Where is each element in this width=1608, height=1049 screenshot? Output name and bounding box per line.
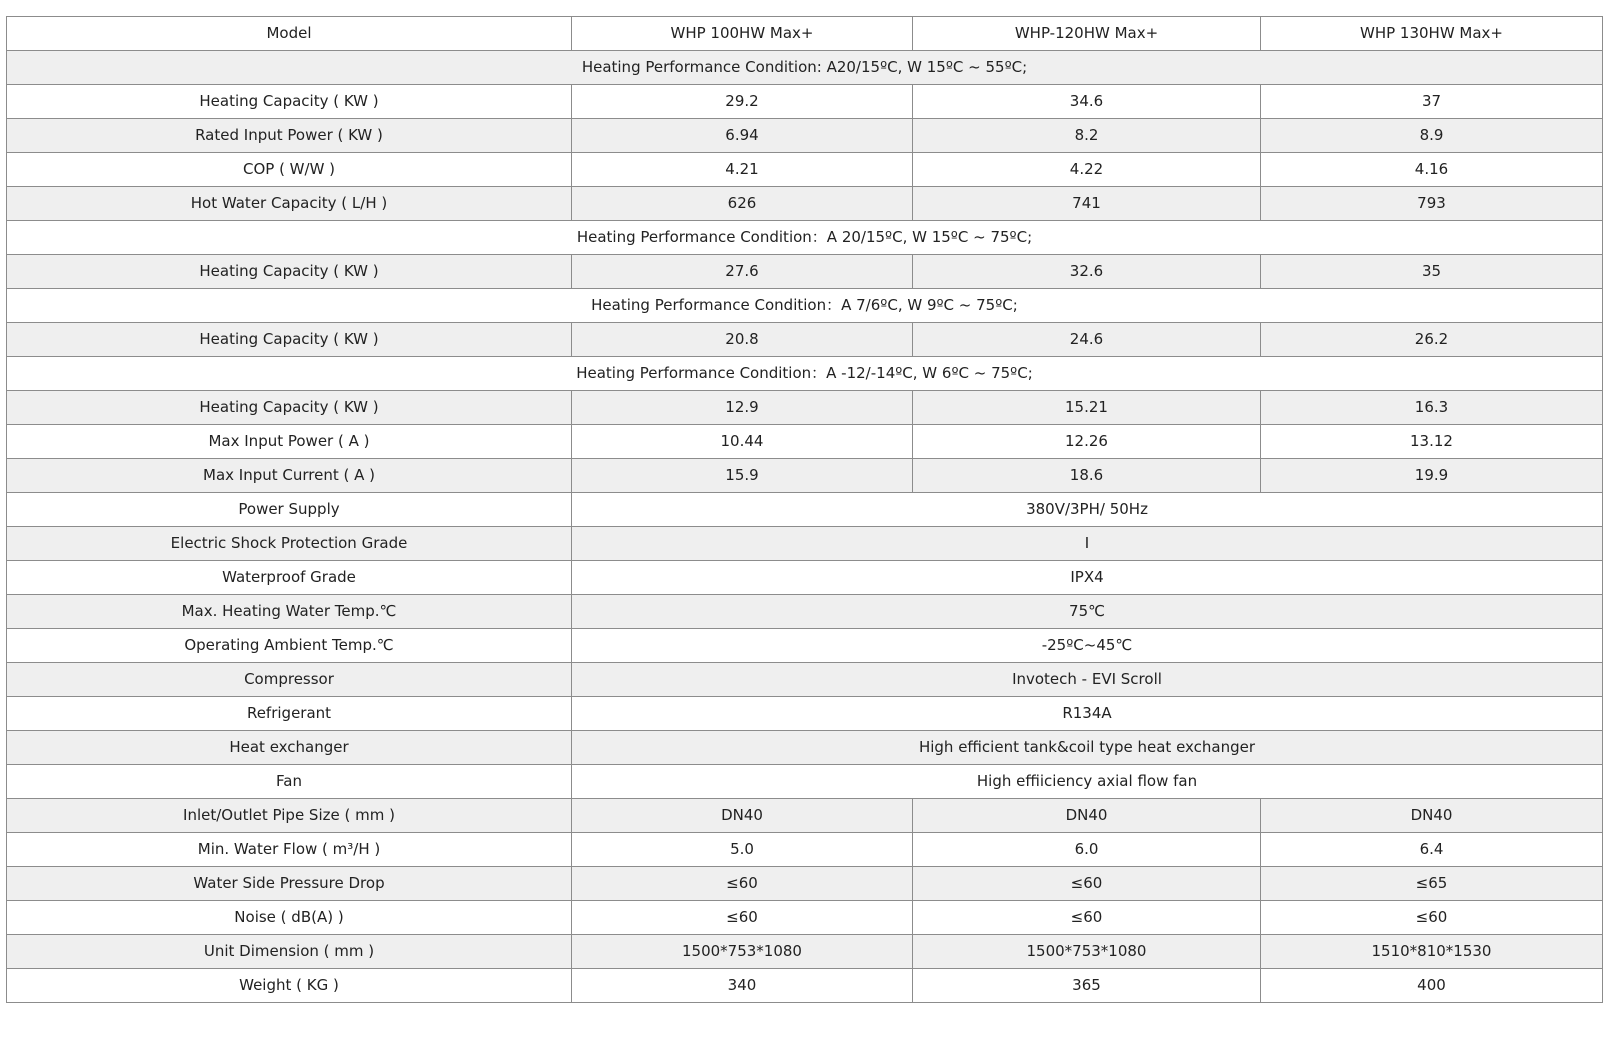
spec-value-cell: 27.6: [572, 255, 913, 289]
spec-value-cell: 10.44: [572, 425, 913, 459]
spec-label-cell: Weight ( KG ): [7, 969, 572, 1003]
spec-row: [7, 935, 1603, 969]
spec-label-cell: Operating Ambient Temp.℃: [7, 629, 572, 663]
spec-shared-value-cell: 380V/3PH/ 50Hz: [572, 493, 1603, 527]
section-row: [7, 357, 1603, 391]
spec-value-cell: 24.6: [913, 323, 1261, 357]
spec-row: [7, 527, 1603, 561]
spec-value-cell: DN40: [572, 799, 913, 833]
spec-value-cell: ≤60: [913, 867, 1261, 901]
spec-value-cell: DN40: [1261, 799, 1603, 833]
spec-shared-value-cell: High efficient tank&coil type heat exchanger: [572, 731, 1603, 765]
spec-value-cell: 4.21: [572, 153, 913, 187]
spec-value-cell: 5.0: [572, 833, 913, 867]
header-row: [7, 17, 1603, 51]
spec-value-cell: 8.9: [1261, 119, 1603, 153]
spec-label-cell: Water Side Pressure Drop: [7, 867, 572, 901]
spec-label-cell: Max. Heating Water Temp.℃: [7, 595, 572, 629]
spec-shared-value-cell: -25ºC~45℃: [572, 629, 1603, 663]
spec-value-cell: 6.94: [572, 119, 913, 153]
spec-value-cell: 35: [1261, 255, 1603, 289]
spec-shared-value-cell: IPX4: [572, 561, 1603, 595]
spec-row: [7, 153, 1603, 187]
spec-row: [7, 85, 1603, 119]
spec-value-cell: ≤65: [1261, 867, 1603, 901]
spec-value-cell: 20.8: [572, 323, 913, 357]
spec-value-cell: 19.9: [1261, 459, 1603, 493]
spec-row: [7, 833, 1603, 867]
section-heading-cell: Heating Performance Condition：A 7/6ºC, W 9ºC ~ 75ºC;: [7, 289, 1603, 323]
header-label-cell: Model: [7, 17, 572, 51]
spec-label-cell: Noise ( dB(A) ): [7, 901, 572, 935]
spec-value-cell: 365: [913, 969, 1261, 1003]
spec-label-cell: Heating Capacity ( KW ): [7, 323, 572, 357]
spec-value-cell: 34.6: [913, 85, 1261, 119]
spec-value-cell: 6.4: [1261, 833, 1603, 867]
spec-label-cell: Heating Capacity ( KW ): [7, 85, 572, 119]
spec-value-cell: 15.9: [572, 459, 913, 493]
spec-label-cell: Min. Water Flow ( m³/H ): [7, 833, 572, 867]
spec-value-cell: 13.12: [1261, 425, 1603, 459]
spec-shared-value-cell: R134A: [572, 697, 1603, 731]
spec-label-cell: Heating Capacity ( KW ): [7, 255, 572, 289]
spec-row: [7, 867, 1603, 901]
spec-shared-value-cell: 75℃: [572, 595, 1603, 629]
spec-label-cell: Heat exchanger: [7, 731, 572, 765]
spec-shared-value-cell: Invotech - EVI Scroll: [572, 663, 1603, 697]
spec-value-cell: 32.6: [913, 255, 1261, 289]
spec-label-cell: Power Supply: [7, 493, 572, 527]
spec-row: [7, 969, 1603, 1003]
spec-value-cell: 400: [1261, 969, 1603, 1003]
spec-value-cell: 37: [1261, 85, 1603, 119]
spec-table-body: [7, 17, 1603, 1003]
spec-label-cell: Max Input Current ( A ): [7, 459, 572, 493]
model-header-cell: WHP-120HW Max+: [913, 17, 1261, 51]
spec-value-cell: 18.6: [913, 459, 1261, 493]
spec-label-cell: Compressor: [7, 663, 572, 697]
spec-value-cell: ≤60: [913, 901, 1261, 935]
spec-row: [7, 663, 1603, 697]
spec-label-cell: Max Input Power ( A ): [7, 425, 572, 459]
spec-row: [7, 187, 1603, 221]
section-row: [7, 289, 1603, 323]
spec-shared-value-cell: I: [572, 527, 1603, 561]
spec-row: [7, 323, 1603, 357]
spec-row: [7, 595, 1603, 629]
spec-value-cell: 1500*753*1080: [913, 935, 1261, 969]
spec-label-cell: COP ( W/W ): [7, 153, 572, 187]
spec-value-cell: ≤60: [1261, 901, 1603, 935]
section-heading-cell: Heating Performance Condition：A -12/-14ºC, W 6ºC ~ 75ºC;: [7, 357, 1603, 391]
spec-label-cell: Hot Water Capacity ( L/H ): [7, 187, 572, 221]
spec-value-cell: 741: [913, 187, 1261, 221]
spec-value-cell: 26.2: [1261, 323, 1603, 357]
spec-label-cell: Waterproof Grade: [7, 561, 572, 595]
spec-value-cell: 16.3: [1261, 391, 1603, 425]
spec-row: [7, 255, 1603, 289]
spec-value-cell: ≤60: [572, 901, 913, 935]
spec-row: [7, 493, 1603, 527]
model-header-cell: WHP 100HW Max+: [572, 17, 913, 51]
spec-value-cell: 793: [1261, 187, 1603, 221]
spec-value-cell: DN40: [913, 799, 1261, 833]
spec-row: [7, 799, 1603, 833]
spec-row: [7, 119, 1603, 153]
spec-row: [7, 731, 1603, 765]
spec-row: [7, 561, 1603, 595]
spec-row: [7, 901, 1603, 935]
model-header-cell: WHP 130HW Max+: [1261, 17, 1603, 51]
spec-value-cell: 4.22: [913, 153, 1261, 187]
section-row: [7, 51, 1603, 85]
spec-value-cell: 29.2: [572, 85, 913, 119]
spec-row: [7, 765, 1603, 799]
spec-row: [7, 425, 1603, 459]
spec-label-cell: Inlet/Outlet Pipe Size ( mm ): [7, 799, 572, 833]
spec-value-cell: 340: [572, 969, 913, 1003]
spec-table: [6, 16, 1603, 1003]
spec-row: [7, 697, 1603, 731]
spec-label-cell: Refrigerant: [7, 697, 572, 731]
spec-row: [7, 391, 1603, 425]
spec-value-cell: 15.21: [913, 391, 1261, 425]
spec-row: [7, 629, 1603, 663]
spec-value-cell: 12.9: [572, 391, 913, 425]
spec-value-cell: 1510*810*1530: [1261, 935, 1603, 969]
spec-value-cell: 6.0: [913, 833, 1261, 867]
spec-shared-value-cell: High effiiciency axial flow fan: [572, 765, 1603, 799]
spec-label-cell: Heating Capacity ( KW ): [7, 391, 572, 425]
spec-label-cell: Electric Shock Protection Grade: [7, 527, 572, 561]
section-heading-cell: Heating Performance Condition：A 20/15ºC, W 15ºC ~ 75ºC;: [7, 221, 1603, 255]
section-row: [7, 221, 1603, 255]
spec-label-cell: Rated Input Power ( KW ): [7, 119, 572, 153]
spec-value-cell: 626: [572, 187, 913, 221]
spec-row: [7, 459, 1603, 493]
spec-label-cell: Unit Dimension ( mm ): [7, 935, 572, 969]
spec-value-cell: 4.16: [1261, 153, 1603, 187]
spec-label-cell: Fan: [7, 765, 572, 799]
section-heading-cell: Heating Performance Condition: A20/15ºC, W 15ºC ~ 55ºC;: [7, 51, 1603, 85]
spec-value-cell: 8.2: [913, 119, 1261, 153]
spec-value-cell: ≤60: [572, 867, 913, 901]
spec-value-cell: 12.26: [913, 425, 1261, 459]
spec-value-cell: 1500*753*1080: [572, 935, 913, 969]
